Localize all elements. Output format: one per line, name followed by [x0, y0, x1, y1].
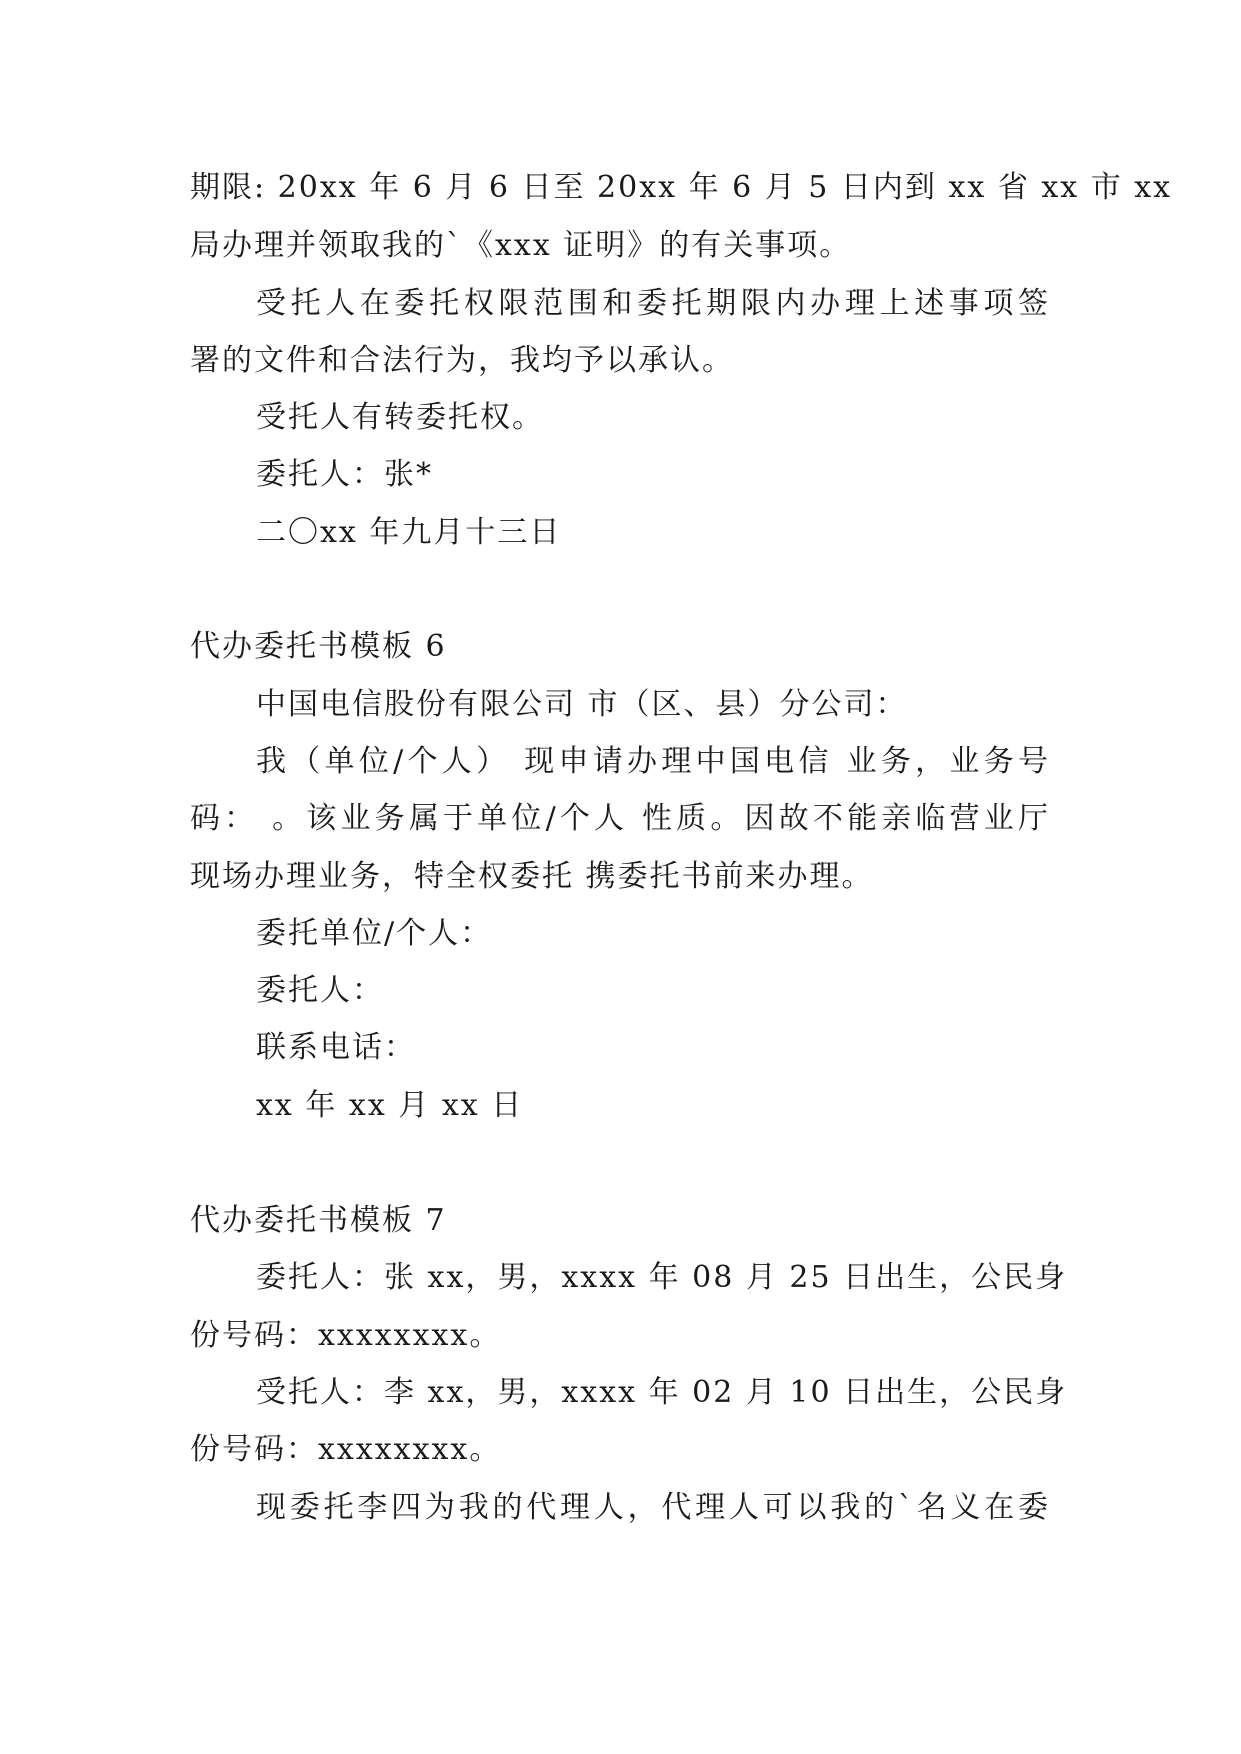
section-heading: 代办委托书模板 7 — [190, 1203, 447, 1238]
date-line: 二〇xx 年九月十三日 — [256, 515, 562, 550]
form-field-label: 联系电话： — [256, 1030, 416, 1065]
paragraph-line: 我（单位/个人） 现申请办理中国电信 业务，业务号 — [256, 744, 1050, 779]
paragraph-line: 现场办理业务，特全权委托 携委托书前来办理。 — [190, 859, 874, 894]
paragraph-line: 署的文件和合法行为，我均予以承认。 — [190, 343, 734, 378]
paragraph-line: 期限: 20xx 年 6 月 6 日至 20xx 年 6 月 5 日内到 xx 省 xx 市 xx — [190, 170, 1173, 205]
section-heading: 代办委托书模板 6 — [190, 629, 447, 664]
paragraph-line: 局办理并领取我的`《xxx 证明》的有关事项。 — [190, 228, 852, 263]
signature-line: 委托人：张* — [256, 457, 433, 492]
paragraph-line: 份号码：xxxxxxxx。 — [190, 1432, 502, 1467]
form-field-label: 委托人： — [256, 973, 384, 1008]
paragraph-line: 委托人：张 xx，男，xxxx 年 08 月 25 日出生，公民身 — [256, 1260, 1068, 1295]
paragraph-line: 码： 。该业务属于单位/个人 性质。因故不能亲临营业厅 — [190, 801, 1050, 836]
date-line: xx 年 xx 月 xx 日 — [256, 1088, 524, 1123]
form-field-label: 委托单位/个人： — [256, 916, 493, 951]
paragraph-line: 现委托李四为我的代理人，代理人可以我的`名义在委 — [256, 1490, 1050, 1525]
paragraph-line: 份号码：xxxxxxxx。 — [190, 1318, 502, 1353]
paragraph-line: 受托人有转委托权。 — [256, 400, 544, 435]
paragraph-line: 受托人：李 xx，男，xxxx 年 02 月 10 日出生，公民身 — [256, 1375, 1068, 1410]
paragraph-line: 中国电信股份有限公司 市（区、县）分公司： — [256, 687, 908, 722]
paragraph-line: 受托人在委托权限范围和委托期限内办理上述事项签 — [256, 286, 1050, 321]
